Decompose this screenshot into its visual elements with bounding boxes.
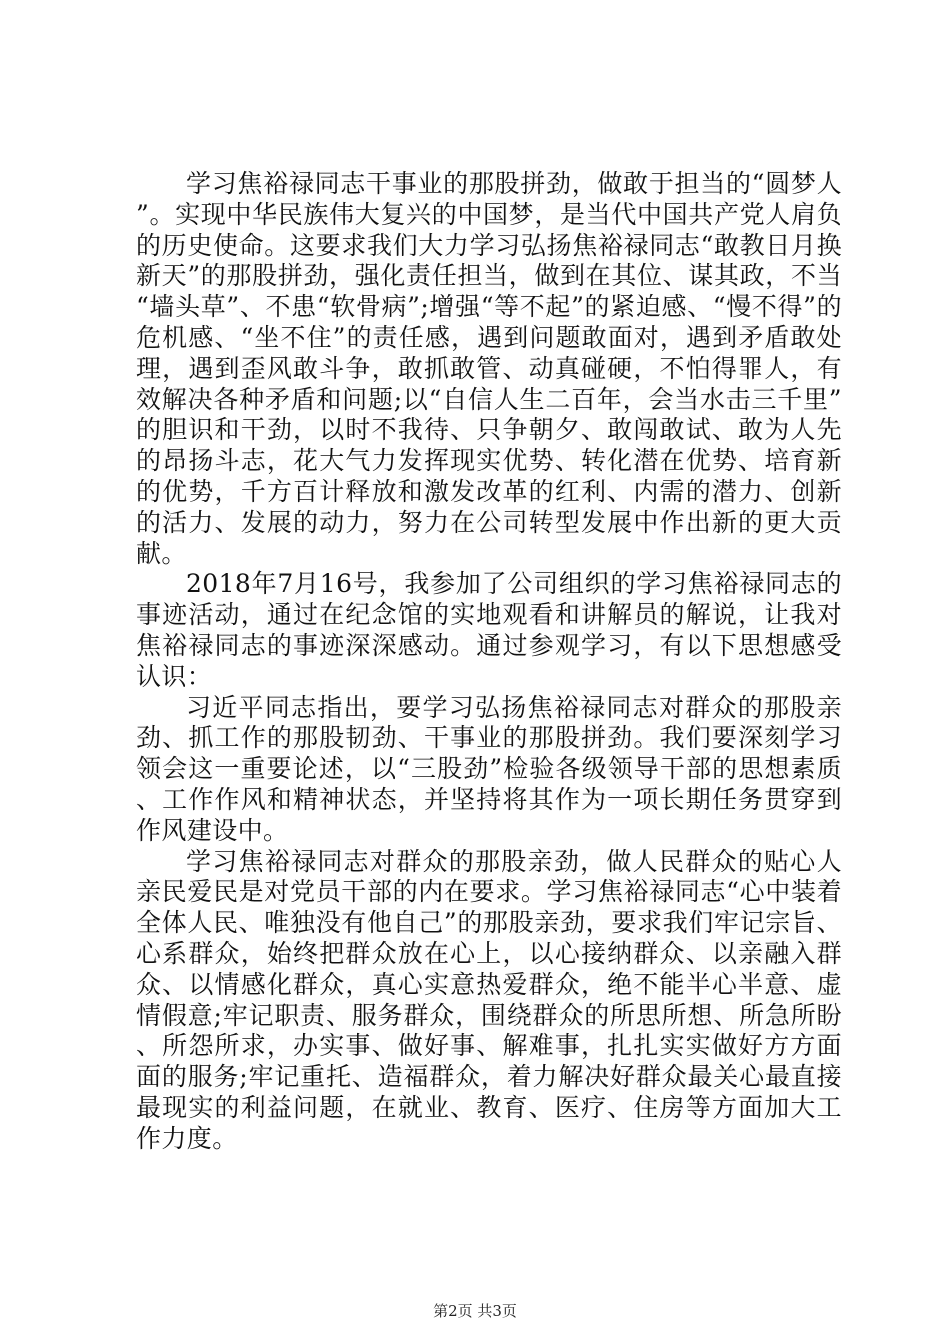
paragraph: 2018年7月16号，我参加了公司组织的学习焦裕禄同志的事迹活动，通过在纪念馆的实地观看和讲解员的解说，让我对焦裕禄同志的事迹深深感动。通过参观学习，有以下思想感受认识： bbox=[136, 569, 842, 691]
paragraph: 学习焦裕禄同志对群众的那股亲劲，做人民群众的贴心人亲民爱民是对党员干部的内在要求。学习焦裕禄同志“心中装着全体人民、唯独没有他自己”的那股亲劲，要求我们牢记宗旨、心系群众，始终把群众放在心上，以心接纳群众、以亲融入群众、以情感化群众，真心实意热爱群众，绝不能半心半意、虚情假意;牢记职责、服务群众，围绕群众的所思所想、所急所盼、所怨所求，办实事、做好事、解难事，扎扎实实做好方方面面的服务;牢记重托、造福群众，着力解决好群众最关心最直接最现实的利益问题，在就业、教育、医疗、住房等方面加大工作力度。 bbox=[136, 846, 842, 1153]
page-number-footer: 第2页 共3页 bbox=[433, 1302, 517, 1320]
paragraph: 习近平同志指出，要学习弘扬焦裕禄同志对群众的那股亲劲、抓工作的那股韧劲、干事业的那股拼劲。我们要深刻学习领会这一重要论述，以“三股劲”检验各级领导干部的思想素质、工作作风和精神状态，并坚持将其作为一项长期任务贯穿到作风建设中。 bbox=[136, 692, 842, 845]
paragraph: 学习焦裕禄同志干事业的那股拼劲，做敢于担当的“圆梦人”。实现中华民族伟大复兴的中国梦，是当代中国共产党人肩负的历史使命。这要求我们大力学习弘扬焦裕禄同志“敢教日月换新天”的那股拼劲，强化责任担当，做到在其位、谋其政，不当“墙头草”、不患“软骨病”;增强“等不起”的紧迫感、“慢不得”的危机感、“坐不住”的责任感，遇到问题敢面对，遇到矛盾敢处理，遇到歪风敢斗争，敢抓敢管、动真碰硬，不怕得罪人，有效解决各种矛盾和问题;以“自信人生二百年，会当水击三千里”的胆识和干劲，以时不我待、只争朝夕、敢闯敢试、敢为人先的昂扬斗志，花大气力发挥现实优势、转化潜在优势、培育新的优势，千方百计释放和激发改革的红利、内需的潜力、创新的活力、发展的动力，努力在公司转型发展中作出新的更大贡献。 bbox=[136, 169, 842, 568]
document-body bbox=[136, 169, 842, 1155]
